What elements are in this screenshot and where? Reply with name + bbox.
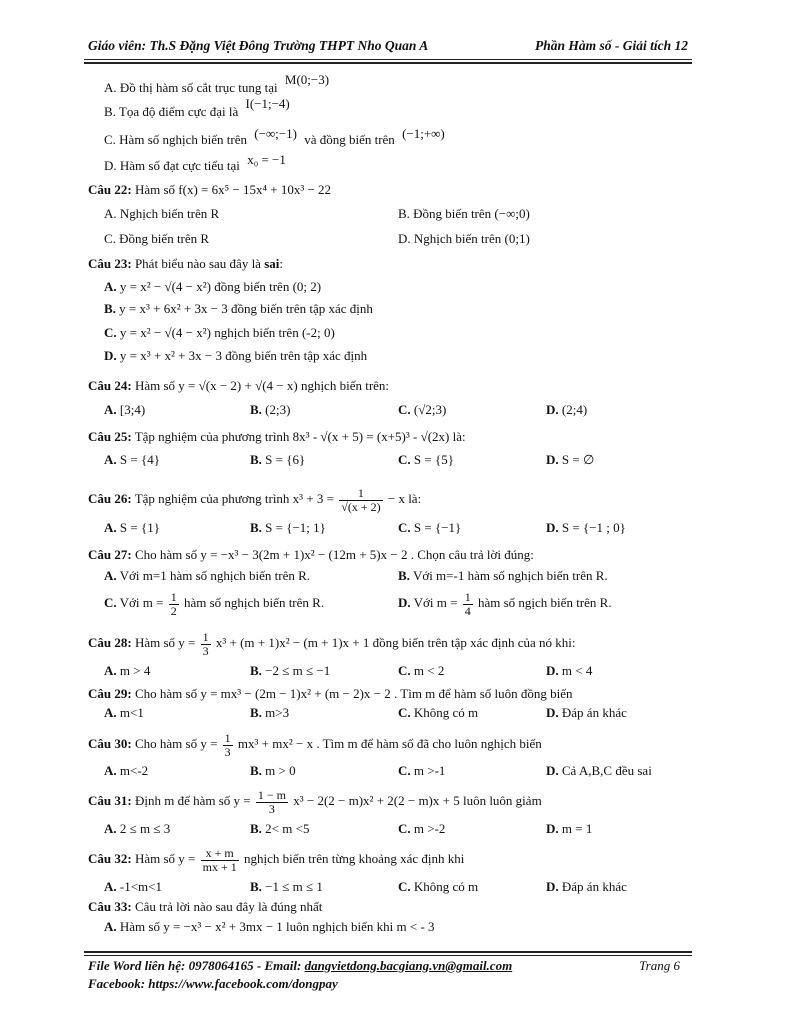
q31-option-c: C. m >-2 [398,821,446,836]
q24-options [0,402,792,418]
header-left: Giáo viên: Th.S Đặng Việt Đông Trường THPT Nho Quan A [88,38,429,53]
question-25: Câu 25: Tập nghiệm của phương trình 8x³ - √(x + 5) = (x+5)³ - √(2x) là: [88,429,466,444]
q21-option-a: A. Đồ thị hàm số cắt trục tung tại M(0;−3) [104,72,330,95]
q29-option-a: A. m<1 [104,705,144,720]
q32-option-a: A. -1<m<1 [104,879,162,894]
q26-options [0,520,792,536]
header-rule [84,59,692,60]
header-right: Phần Hàm số - Giải tích 12 [534,38,688,53]
q30-option-c: C. m >-1 [398,763,446,778]
question-24: Câu 24: Hàm số y = √(x − 2) + √(4 − x) nghịch biến trên: [88,378,390,393]
footer-rule [84,955,692,956]
q26-option-a: A. S = {1} [104,520,160,535]
q28-option-c: C. m < 2 [398,663,445,678]
question-31: Câu 31: Định m để hàm số y = $\frac{1 - m}{3}$ x³ − 2(2 − m)x² + 2(2 − m)x + 5 luôn luôn giảm [88,787,542,816]
q26-option-b: B. S = {−1; 1} [250,520,326,535]
q23-option-b: B. y = x³ + 6x² + 3x − 3 đồng biến trên tập xác định [104,301,373,316]
q23-option-d: D. y = x³ + x² + 3x − 3 đồng biến trên tập xác định [104,348,368,363]
q32-option-b: B. −1 ≤ m ≤ 1 [250,879,323,894]
q29-option-d: D. Đáp án khác [546,705,627,720]
q25-options [0,452,792,468]
q25-option-a: A. S = {4} [104,452,160,467]
q22-option-a: A. Nghịch biến trên R [104,206,220,221]
q31-option-a: A. 2 ≤ m ≤ 3 [104,821,171,836]
q25-option-d: D. S = ∅ [546,452,595,467]
q22-options-2 [0,231,792,247]
q22-option-c: C. Đồng biến trên R [104,231,210,246]
q25-option-b: B. S = {6} [250,452,306,467]
question-30: Câu 30: Cho hàm số y = $\frac{1}{3}$ mx³ + mx² − x . Tìm m để hàm số đã cho luôn nghịch biến [88,730,542,759]
q21-option-d: D. Hàm số đạt cực tiểu tại x₀ = −1 [104,152,286,173]
q28-option-a: A. m > 4 [104,663,151,678]
q31-option-d: D. m = 1 [546,821,593,836]
q23-option-a: A. y = x² − √(4 − x²) đồng biến trên (0; 2) [104,279,322,294]
q27-option-b: B. Với m=-1 hàm số nghịch biến trên R. [398,568,608,583]
footer-rule-thick [84,951,692,953]
page-number: Trang 6 [639,958,680,973]
q27-options [0,568,792,584]
page-footer [88,958,688,994]
q27-option-a: A. Với m=1 hàm số nghịch biến trên R. [104,568,311,583]
q30-options [0,763,792,779]
q31-options [0,821,792,837]
q23-option-c: C. y = x² − √(4 − x²) nghịch biến trên (-2; 0) [104,325,335,340]
question-27: Câu 27: Cho hàm số y = −x³ − 3(2m + 1)x² − (12m + 5)x − 2 . Chọn câu trả lời đúng: [88,547,534,562]
q24-option-d: D. (2;4) [546,402,588,417]
q24-option-a: A. [3;4) [104,402,146,417]
q32-option-d: D. Đáp án khác [546,879,627,894]
q31-option-b: B. 2< m <5 [250,821,310,836]
question-33: Câu 33: Câu trả lời nào sau đây là đúng nhất [88,899,323,914]
q26-fraction: $\frac{1}{√(x + 2)}$ [341,485,381,514]
footer-facebook: Facebook: https://www.facebook.com/dongpay [88,976,338,991]
q21-option-c: C. Hàm số nghịch biến trên (−∞;−1) và đồng biến trên (−1;+∞) [104,126,445,147]
footer-contact: File Word liên hệ: 0978064165 - Email: [88,958,302,973]
q29-option-b: B. m>3 [250,705,290,720]
question-26: Câu 26: Tập nghiệm của phương trình x³ + 3 = $\frac{1}{√(x + 2)}$ − x là: [88,485,422,514]
q27-option-c: C. Với m = $\frac{1}{2}$ hàm số nghịch biến trên R. [104,589,325,618]
q28-options [0,663,792,679]
q25-option-c: C. S = {5} [398,452,454,467]
q29-option-c: C. Không có m [398,705,479,720]
question-28: Câu 28: Hàm số y = $\frac{1}{3}$ x³ + (m + 1)x² − (m + 1)x + 1 đồng biến trên tập xác định của nó khi: [88,629,576,658]
q30-option-b: B. m > 0 [250,763,296,778]
header-rule-thick [84,62,692,64]
question-22: Câu 22: Hàm số f(x) = 6x⁵ − 15x⁴ + 10x³ − 22 [88,182,332,197]
question-23: Câu 23: Phát biểu nào sau đây là sai: [88,256,283,271]
q26-option-c: C. S = {−1} [398,520,462,535]
q32-options [0,879,792,895]
q28-option-b: B. −2 ≤ m ≤ −1 [250,663,331,678]
q30-option-d: D. Cả A,B,C đều sai [546,763,652,778]
q24-option-c: C. (√2;3) [398,402,447,417]
q21-option-b: B. Tọa độ điểm cực đại là I(−1;−4) [104,96,290,119]
page-header [88,38,688,54]
question-29: Câu 29: Cho hàm số y = mx³ − (2m − 1)x² + (m − 2)x − 2 . Tìm m để hàm số luôn đồng biến [88,686,573,701]
q32-option-c: C. Không có m [398,879,479,894]
q22-option-d: D. Nghịch biến trên (0;1) [398,231,530,246]
q26-option-d: D. S = {−1 ; 0} [546,520,626,535]
question-32: Câu 32: Hàm số y = $\frac{x + m}{mx + 1}$ nghịch biến trên từng khoảng xác định khi [88,845,465,874]
q22-option-b: B. Đồng biến trên (−∞;0) [398,206,530,221]
q29-options [0,705,792,721]
q28-option-d: D. m < 4 [546,663,593,678]
q24-option-b: B. (2;3) [250,402,291,417]
q30-option-a: A. m<-2 [104,763,149,778]
q33-option-a: A. Hàm số y = −x³ − x² + 3mx − 1 luôn nghịch biến khi m < - 3 [104,919,435,934]
q27-option-d: D. Với m = $\frac{1}{4}$ hàm số ngịch biến trên R. [398,589,612,618]
q22-options [0,206,792,222]
footer-email-link[interactable]: dangvietdong.bacgiang.vn@gmail.com [304,958,513,973]
q27-options-2 [0,586,792,620]
